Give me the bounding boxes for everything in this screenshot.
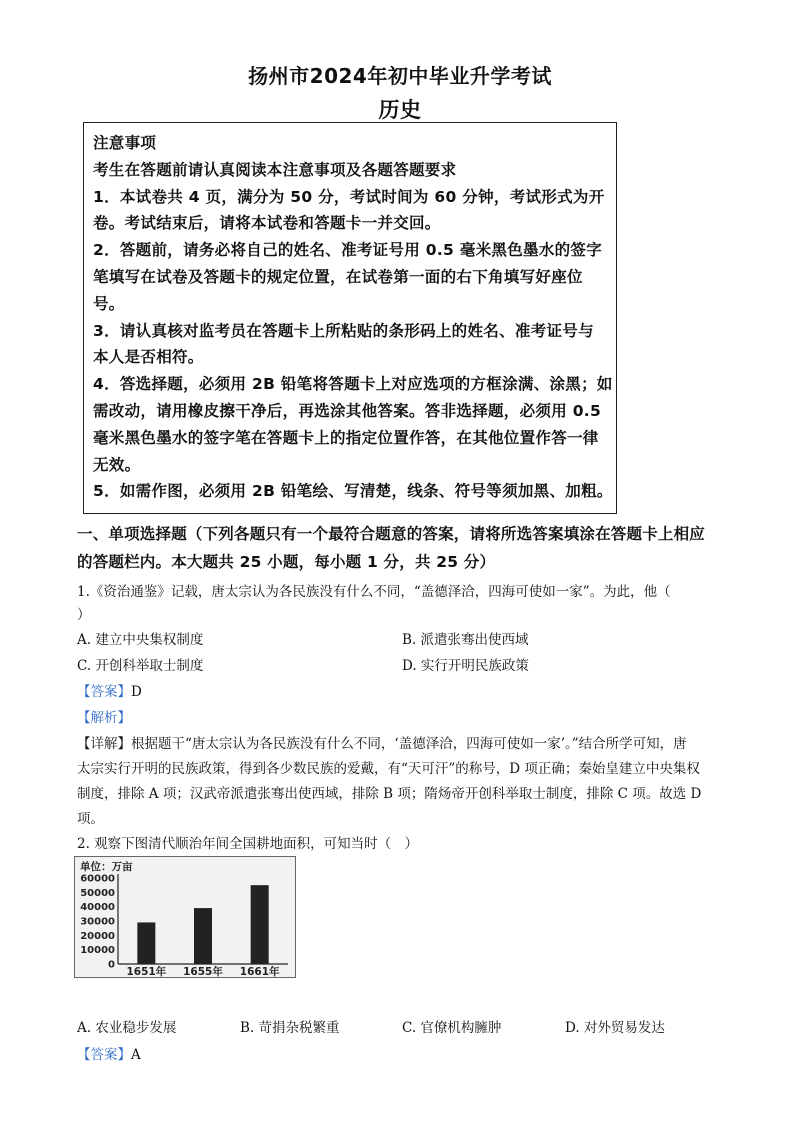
q1-detail-line2: 太宗实行开明的民族政策，得到各少数民族的爱戴，有“天可汗”的称号，D 项正确；秦始皇建立中央集权 (77, 761, 700, 777)
section-heading-line2: 的答题栏内。本大题共 25 小题，每小题 1 分，共 25 分） (77, 553, 496, 571)
q2-option-d: D. 对外贸易发达 (565, 1020, 665, 1036)
bar-1 (194, 908, 212, 964)
q1-answer (77, 680, 142, 700)
answer-value: A (131, 1047, 141, 1063)
analysis-tag: 【解析】 (77, 710, 131, 726)
section-heading-line1: 一、单项选择题（下列各题只有一个最符合题意的答案，请将所选答案填涂在答题卡上相应 (77, 525, 706, 543)
y-tick-label: 30000 (80, 916, 115, 928)
exam-title: 扬州市2024年初中毕业升学考试 (248, 64, 552, 88)
y-tick-label: 10000 (80, 945, 115, 957)
q1-stem-line2: ） (77, 607, 91, 623)
notice-line: 5．如需作图，必须用 2B 铅笔绘、写清楚，线条、符号等须加黑、加粗。 (93, 482, 613, 501)
notice-line: 本人是否相符。 (93, 348, 204, 367)
q1-option-a: A. 建立中央集权制度 (77, 632, 204, 648)
y-tick-label: 60000 (80, 873, 115, 885)
q1-detail-line1 (77, 732, 687, 752)
q1-detail-line4: 项。 (77, 811, 104, 827)
y-tick-label: 40000 (80, 902, 115, 914)
notice-line: 4．答选择题，必须用 2B 铅笔将答题卡上对应选项的方框涂满、涂黑；如 (93, 375, 613, 394)
bar-0 (137, 922, 155, 964)
x-tick-label: 1655年 (183, 966, 223, 978)
notice-line: 2．答题前，请务必将自己的姓名、准考证号用 0.5 毫米黑色墨水的签字 (93, 241, 603, 260)
answer-value: D (131, 684, 142, 700)
notice-line: 卷。考试结束后，请将本试卷和答题卡一并交回。 (93, 214, 441, 233)
y-tick-label: 0 (108, 959, 115, 971)
y-tick-label: 50000 (80, 887, 115, 899)
q2-option-b: B. 苛捐杂税繁重 (240, 1020, 340, 1036)
x-tick-label: 1651年 (126, 966, 167, 978)
notice-line: 笔填写在试卷及答题卡的规定位置，在试卷第一面的右下角填写好座位 (93, 268, 583, 286)
q2-option-c: C. 官僚机构臃肿 (402, 1020, 502, 1036)
q1-option-b: B. 派遣张骞出使西域 (402, 632, 529, 648)
detail-tag: 【详解】 (77, 736, 131, 752)
subject-title: 历史 (378, 98, 422, 122)
notice-line: 考生在答题前请认真阅读本注意事项及各题答题要求 (93, 160, 457, 179)
answer-tag: 【答案】 (77, 1047, 131, 1063)
farmland-bar-chart (74, 856, 296, 978)
y-tick-label: 20000 (80, 930, 115, 942)
notice-line: 无效。 (93, 455, 141, 474)
q1-stem-line1: 1.《资治通鉴》记载，唐太宗认为各民族没有什么不同，“盖德泽洽，四海可使如一家”。为此，他（ (77, 584, 671, 600)
q1-option-c: C. 开创科举取士制度 (77, 658, 204, 674)
answer-tag: 【答案】 (77, 684, 131, 700)
notice-line: 号。 (93, 294, 125, 313)
notice-line: 3．请认真核对监考员在答题卡上所粘贴的条形码上的姓名、准考证号与 (93, 321, 594, 340)
q2-answer (77, 1043, 141, 1063)
notice-line: 毫米黑色墨水的签字笔在答题卡上的指定位置作答，在其他位置作答一律 (93, 428, 599, 447)
q1-detail-line3: 制度，排除 A 项；汉武帝派遣张骞出使西域，排除 B 项；隋炀帝开创科举取士制度，排除 C 项。故选 D (77, 786, 702, 802)
detail-text: 根据题干“唐太宗认为各民族没有什么不同，‘盖德泽洽，四海可使如一家’。”结合所学可知，唐 (131, 736, 687, 752)
bar-2 (251, 885, 269, 964)
notice-box (83, 122, 617, 514)
x-tick-label: 1661年 (239, 966, 280, 978)
q2-stem: 2. 观察下图清代顺治年间全国耕地面积，可知当时（ ） (77, 836, 419, 852)
notice-heading: 注意事项 (93, 134, 157, 152)
notice-line: 1．本试卷共 4 页，满分为 50 分，考试时间为 60 分钟，考试形式为开 (93, 187, 605, 206)
notice-line: 需改动，请用橡皮擦干净后，再选涂其他答案。答非选择题，必须用 0.5 (93, 402, 602, 420)
chart-unit-label: 单位：万亩 (80, 861, 133, 873)
q1-option-d: D. 实行开明民族政策 (402, 658, 529, 674)
q2-option-a: A. 农业稳步发展 (77, 1020, 177, 1036)
